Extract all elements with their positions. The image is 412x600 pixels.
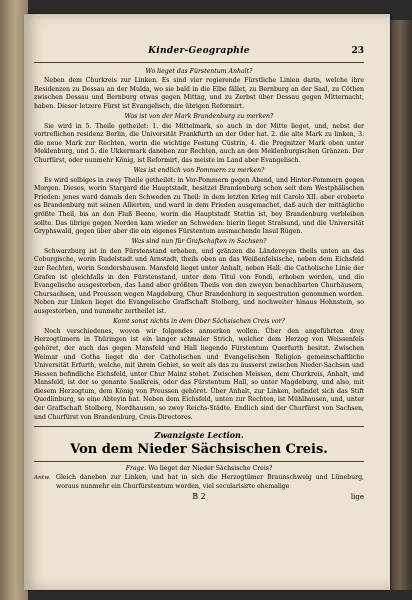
section-question: Komt sonst nichts in dem Ober Sächsischen Creis vor? xyxy=(113,318,285,326)
book-edge xyxy=(390,20,412,590)
catchword: lige xyxy=(350,492,364,501)
paragraph: Es wird selbiges in zwey Theile getheilet: in Vor-Pommern gegen Abend, und Hinter-Pommern gegen Morgen. Dieses, worin Stargard die Hauptstadt, besitzet Brandenburg schon seit dem Westphälischen Frieden: jenes ward damals den Schweden zu Theil: in dem letzten Krieg mit Carolo XII. aber eroberte es Brandenburg mit seinen Allierten, und ward in dem Frieden ausgemachet, daß auch der mittägliche größte Theil, bis an den Fluß Beene, worin die Hauptstadt Stettin ist, bey Brandenburg verbleiben sollte. Das übrige gegen Norden kam wieder an Schweden: hierin lieget Stralsund, und die Universität Gryphswald, gegen über aber die ein eigenes Fürstentum ausmachende Insul Rügen. xyxy=(34,176,364,236)
paragraph: Neben dem Churkreis zur Linken. Es sind vier regierende Fürstliche Linien darin, welche ihre Residenzen zu Dessau an der Mulda, wo sie bald in die Elbe fället, zu Bernburg an der Saal, zu Cöthen zwischen Dessau und Bernburg etwas gegen Mittag, und zu Zerbst über Dessau gegen Mitternacht, haben. Dieser letzere Fürst ist Evangelisch, die übrigen Reformirt. xyxy=(34,77,364,110)
question-line xyxy=(34,465,364,474)
page-body xyxy=(34,66,364,572)
paragraph: Sie wird in 5. Theile getheilet: 1. die Mittelmark, so auch in der Mitte lieget, und, nebst der vortreflichen residenz Berlin, die Universität Frankfurth an der Oder hat. 2. die alte Mark zu linken, 3. die neue Mark zur Rechten, worin die wichtige Festung Cüstrin, 4. die Pregnitzer Mark oben unter Meklenburg, und 5. die Ukkermark daneben zur Rechten, auch an den Meklenburgischen Gränzen. Der Churfürst, oder nunmehr König, ist Reformirt, das meiste im Land aber Evangelisch. xyxy=(34,122,364,164)
section-question: Was sind nun für Grafschaften in Sachsen? xyxy=(131,238,267,246)
answer-text: Gleich daneben zur Linken, und hat in sich die Herzogtümer Braunschweig und Lüneburg, woraus nunmehr ein Churfürstentum worden, viel secularisirte ehemalige xyxy=(56,474,364,491)
lection-title: Zwanzigste Lection. xyxy=(34,426,364,440)
signature-mark: B 2 xyxy=(192,491,206,501)
page-header xyxy=(34,46,364,63)
running-title: Kinder-Geographie xyxy=(148,46,250,56)
section-question: Was ist endlich von Pommern zu merken? xyxy=(133,167,265,175)
answer-paragraph xyxy=(34,474,364,491)
question-text: Wo lieget der Nieder Sächsische Creis? xyxy=(148,464,273,472)
page-footer xyxy=(34,493,364,503)
text-blocks xyxy=(34,68,364,423)
answer-label: Antw. xyxy=(34,475,51,482)
question-label: Frage. xyxy=(125,464,147,472)
section-question: Wo lieget das Fürstentum Anhalt? xyxy=(145,67,253,75)
paragraph: Schwarzburg ist in den Fürstenstand erhoben, und gränzen die Ländereyen theils unten an das Coburgische, worin Rudelstadt und Arnstadt, theils oben an das Weißenfelsische, neben dem Eichsfeld zur Rechten, worin Sondershausen. Mansfeld lieget unter Anhalt, neben Hall: die Catholische Linie der Grafen ist gleichfalls in den Fürstenstand, unter dem Titul von Fondi, erhoben worden, und die Evangelische ausgestorben, das Land aber größten Theils von den zweyen benachbarten Churhäusern, Chursachsen, und Preussen wegen Magdeburg, Chur Brandenburg in sequestration genommen worden. Neben zur Linken lieget die Evangelische Graffschaft Stolberg, und nochweiter hinaus Hohnstein, so ausgestorben, und nunmehr zertheilet ist. xyxy=(34,247,364,316)
page-number: 23 xyxy=(351,46,364,56)
paragraph: Noch verschiedenes, wovon wir folgendes anmerken wollen. Über den angeführten drey Herzogtümern in Thüringen ist ein langer schmaler Strich, welcher dem Herzog von Weissenfels gehöret, der auch das gegen Mansfeld und Hall liegende Fürstentum Querfurth besitzt. Zwischen Weimar und Gotha lieget die der Catholischen und Evangelischen Religion gemeinschaftliche Universität Erfurth, welche, mit ihrem Gebiet, so weit als das zu äusserst zwischen Nieder-Sachsen und Hessen befindliche Eichsfeld, unter Chur Mainz stehet. Zwischen Meissen, dem Churkreis, Anhalt, und Mansfeld, ist der so genante Saalkreis, oder das Fürstentum Hall, so unter Magdeburg, und also, mit diesem Herzogtum, dem König von Preussen gehöret. Über Anhalt, zur Linken, befindet sich das Stift Quedlinburg, so eine Abteyin hat. Neben dem Eichsfeld, unten zur Rechten, ist Mühlhausen, und, unter der Graffschaft Stolberg, Nordhausen, so zwey Reichs-Städte. Endlich sind der Churfürst von Sachsen, und Churfürst von Brandenburg, Creis-Directores. xyxy=(34,327,364,421)
chapter-heading: Von dem Nieder Sächsischen Creis. xyxy=(34,442,364,462)
section-question: Was ist von der Mark Brandenburg zu merken? xyxy=(124,112,274,120)
